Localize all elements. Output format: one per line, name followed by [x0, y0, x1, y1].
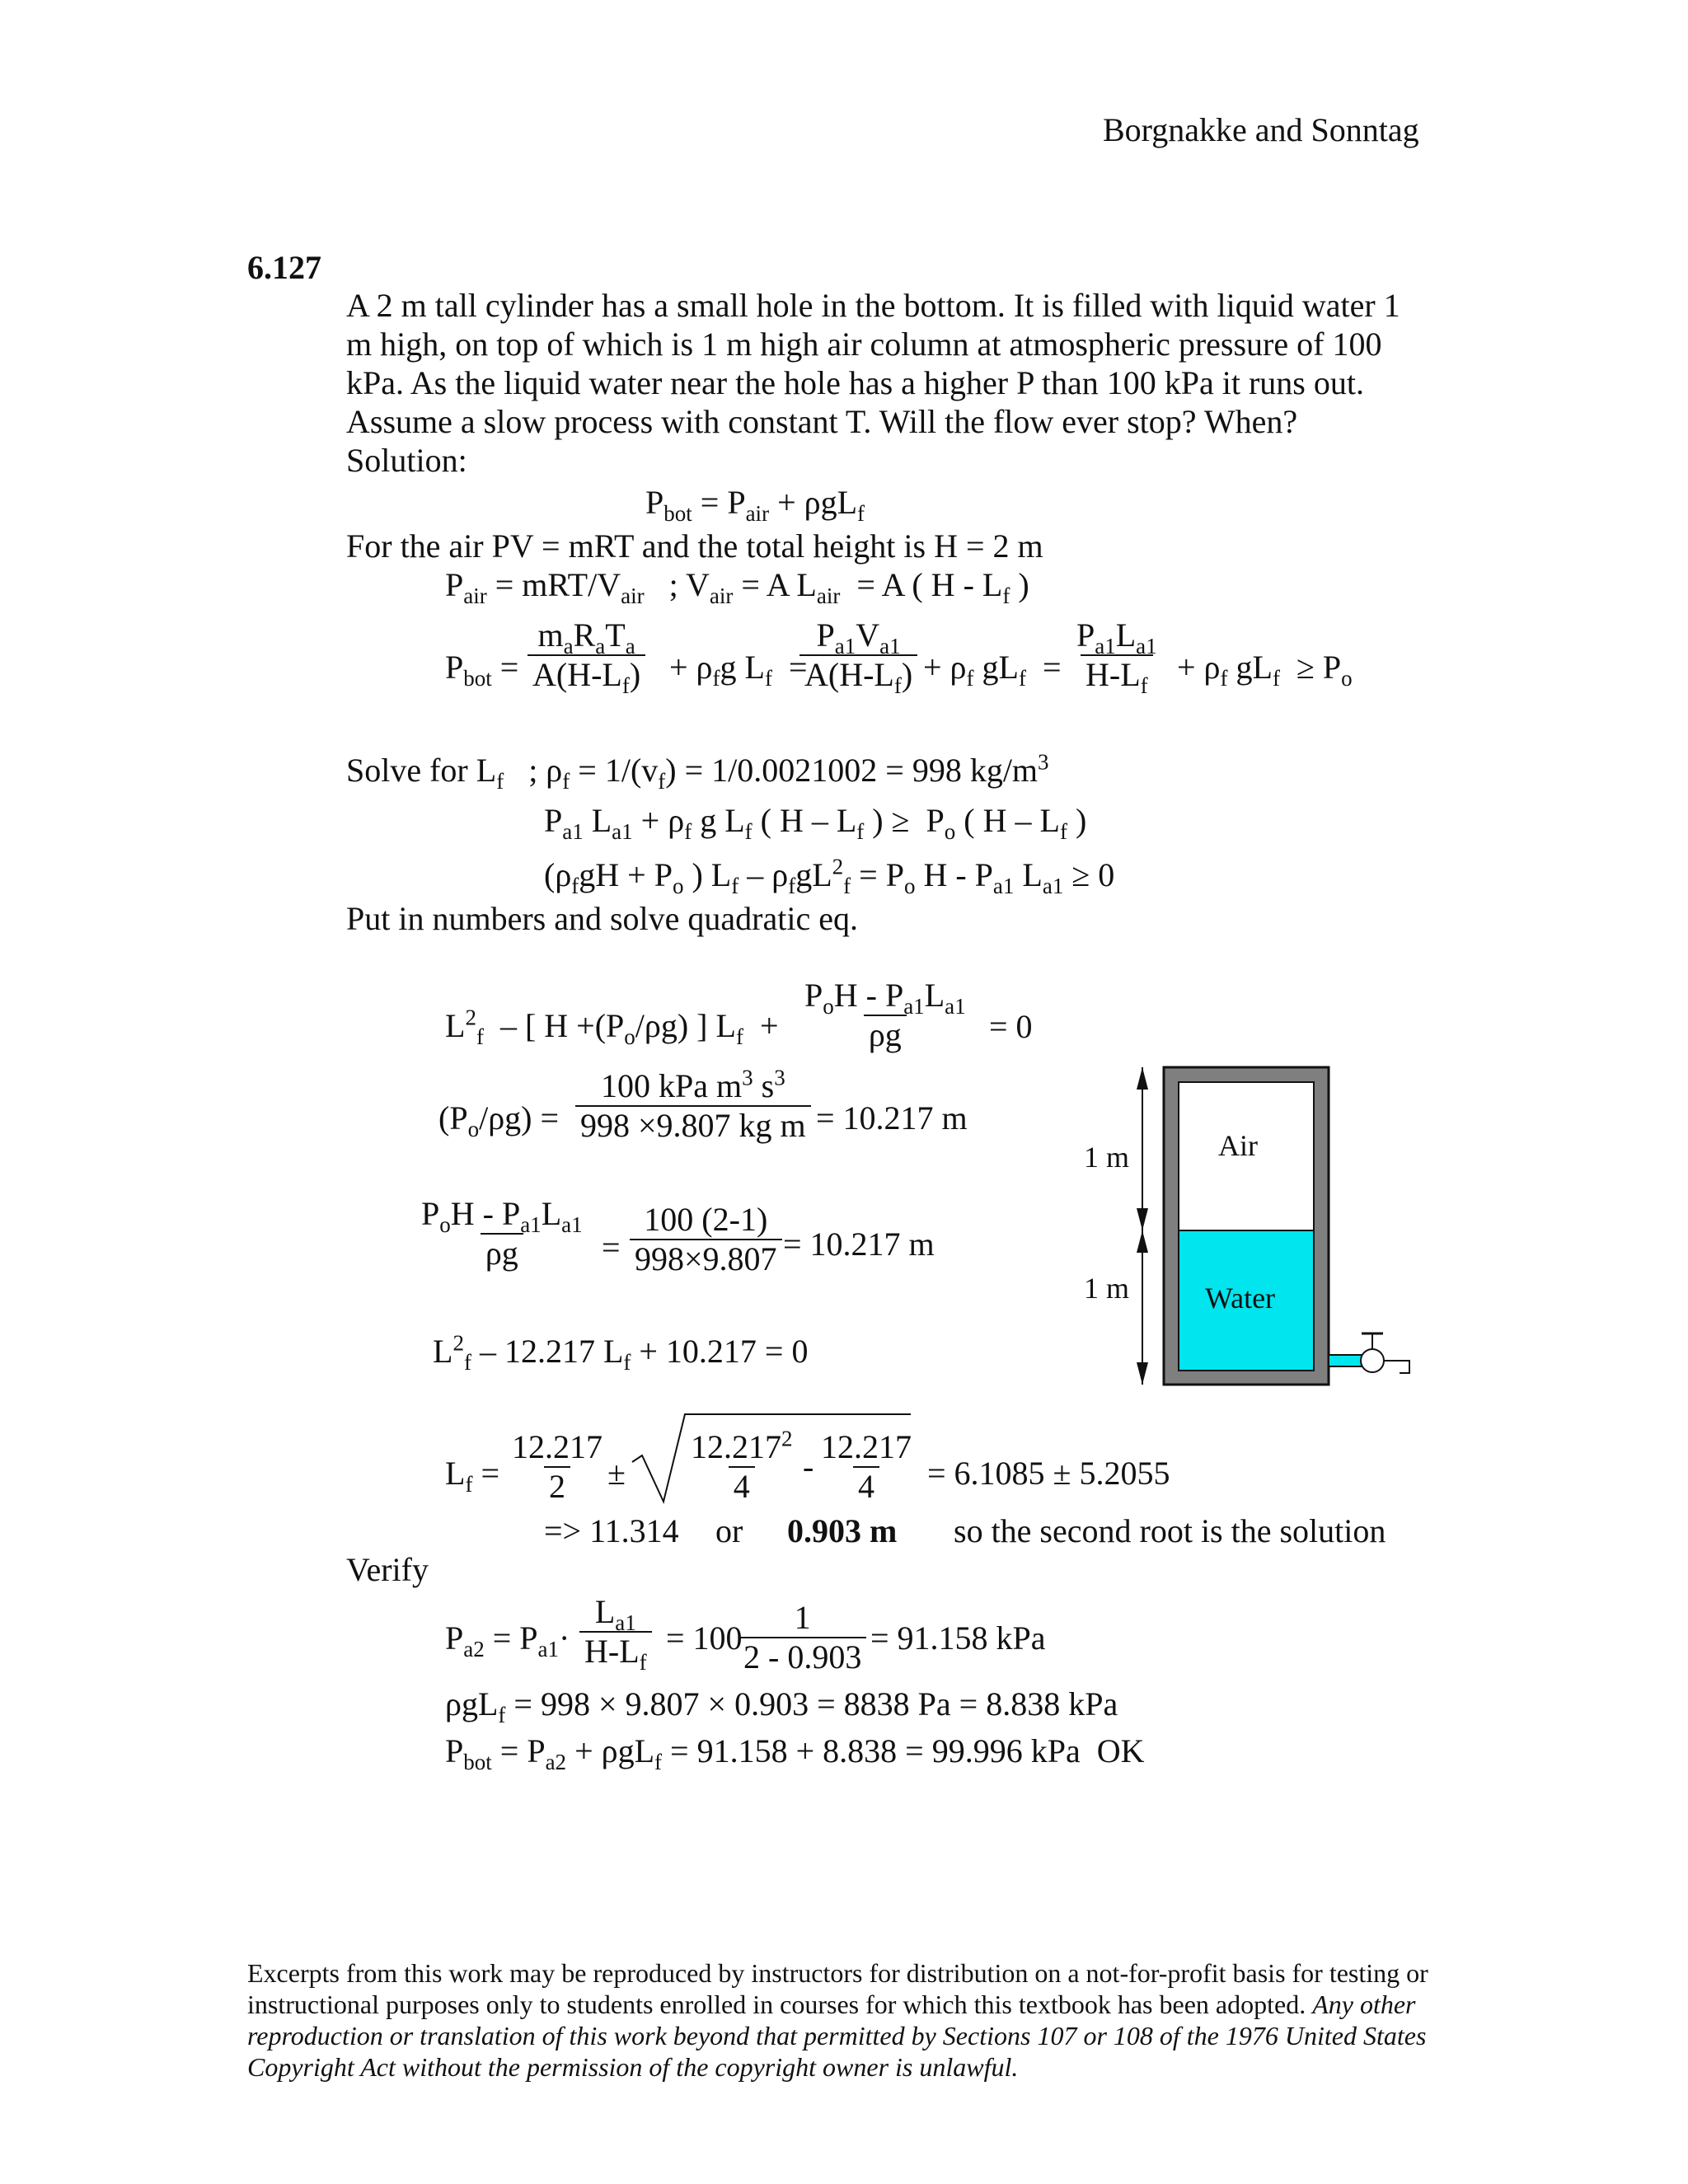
pa2-mid: = 100 [666, 1619, 743, 1657]
solve-rho: = 1/(v [578, 752, 659, 789]
statement-line: Assume a slow process with constant T. Will the flow ever stop? When? [346, 403, 1298, 440]
eq-term: + $\rho_f$ $gL_f \ge P_o$ [1177, 649, 1353, 691]
frac-numerator: $P_oH - P_{a1}L_{a1}$ [421, 1195, 583, 1237]
eq-pbot: $P_{bot} = P_{air} + \rho gL_f$ [645, 484, 865, 526]
frac-lf-a [507, 1428, 607, 1506]
frac-lf-d [816, 1428, 917, 1506]
solve-line: Solve for $L_f$ ; $\rho_f = 1/(v_f) = 1/0.0021002 = 998$ $kg/m^3$ [346, 749, 1049, 794]
problem-statement [346, 286, 1400, 480]
frac-numerator: $m_aR_aT_a$ [537, 616, 635, 658]
frac-denominator: 4 [853, 1466, 879, 1506]
frac-numerator: 12.217 [821, 1428, 912, 1465]
pbot-line: $P_{bot} = P_{a2} + \rho gL_f = 91.158 + 8.838 = 99.996$ kPa OK [445, 1732, 1145, 1774]
air-line: For the air PV = mRT and the total height is H = 2 m [346, 527, 1043, 565]
roots-a: => 11.314 [544, 1512, 679, 1549]
frac-quad [799, 977, 971, 1054]
statement-line: kPa. As the liquid water near the hole has a higher P than 100 kPa it runs out. [346, 364, 1364, 401]
ineq-1: $P_{a1}$ $L_{a1} + \rho_f$ g $L_f$ ( H – $L_f$ ) ≥ $P_o$ ( H – $L_f$ ) [544, 802, 1087, 844]
poh-rhs: = 10.217 m [783, 1226, 935, 1263]
lf-c-num: 12.217 [691, 1428, 781, 1465]
plus-minus: ± [607, 1455, 626, 1492]
frac-mrt [528, 616, 645, 698]
frac-denominator: 998 ×9.807 kg m [575, 1105, 811, 1145]
quad-tail: + 10.217 = 0 [639, 1333, 809, 1370]
frac-denominator: ρg [864, 1015, 907, 1054]
verify-label: Verify [346, 1551, 429, 1588]
lf-result: = 6.1085 ± 5.2055 [927, 1455, 1170, 1492]
frac-denominator: ρg [481, 1233, 523, 1272]
rho-line: ρgL$_f$ = 998 × 9.807 × 0.903 = 8838 Pa = 8.838 kPa [445, 1685, 1118, 1727]
frac-poh [416, 1195, 588, 1272]
frac-numerator: $P_{a1}L_{a1}$ [1076, 616, 1157, 658]
put-numbers: Put in numbers and solve quadratic eq. [346, 900, 858, 937]
frac-pl [1071, 616, 1162, 698]
pa2-result: = 91.158 kPa [870, 1619, 1046, 1657]
frac-lf-c [686, 1428, 798, 1506]
problem-number: 6.127 [247, 249, 321, 286]
eq-sign: = [602, 1229, 621, 1266]
frac-denominator: 998×9.807 [630, 1239, 782, 1278]
diagram-dim-top: 1 m [1084, 1141, 1130, 1174]
statement-line: A 2 m tall cylinder has a small hole in the bottom. It is filled with liquid water 1 [346, 287, 1400, 324]
solve-rho-2: ) = 1/0.0021002 = 998 kg/m [665, 752, 1039, 789]
frac-pa2 [579, 1593, 652, 1675]
ok-label: OK [1096, 1732, 1145, 1769]
po-rho-rhs: = 10.217 m [816, 1099, 968, 1137]
frac-denominator: $A(H-L_f)$ [799, 654, 917, 694]
q2-num: 100 kPa m [600, 1067, 743, 1104]
frac-numerator: 12.217$^2$ [691, 1426, 793, 1465]
po-rho-lhs: $(P_o/\rho g)$ = [438, 1099, 560, 1141]
header-authors: Borgnakke and Sonntag [1103, 111, 1419, 148]
frac-100 [630, 1201, 782, 1278]
frac-pv [799, 616, 917, 698]
frac-denominator: 2 [544, 1466, 570, 1506]
tap-valve-icon [1361, 1349, 1384, 1372]
diagram-dim-bottom: 1 m [1084, 1272, 1130, 1305]
pa2-lhs: $P_{a2} = P_{a1}\cdot$ [445, 1619, 570, 1661]
frac-denominator: $H-L_f$ [579, 1631, 652, 1671]
roots-or: or [715, 1512, 743, 1549]
eq-term: + $\rho_f$ $gL_f$ = [923, 649, 1062, 691]
cylinder-diagram [1071, 1055, 1434, 1401]
statement-line: m high, on top of which is 1 m high air column at atmospheric pressure of 100 [346, 326, 1382, 363]
frac-numerator: $P_oH - P_{a1}L_{a1}$ [804, 977, 966, 1019]
ineq-2: ($\rho_fgH + P_o$ ) $L_f - \rho_fgL^2_f = P_o$ H - $P_{a1}$ $L_{a1} \ge 0$ [544, 854, 1115, 898]
roots-note: so the second root is the solution [954, 1512, 1386, 1549]
eq-term: + $\rho_fg$ $L_f$ = [669, 649, 808, 691]
diagram-air-label: Air [1218, 1129, 1258, 1162]
frac-numerator: 12.217 [512, 1428, 603, 1465]
frac-denominator: $H-L_f$ [1081, 654, 1153, 694]
solution-label: Solution: [346, 442, 467, 479]
quad-const: – 12.217 L [479, 1333, 624, 1370]
footer-italic: Any other reproduction or translation of this work beyond that permitted by Sections 107 or 108 of the 1976 United States Copyright Act without the permission of the copyright owner is unlawful. [247, 1990, 1427, 2082]
quad-rhs: = 0 [989, 1008, 1033, 1045]
frac-numerator: 100 kPa $m^3$ $s^3$ [600, 1065, 785, 1104]
diagram-water-label: Water [1205, 1282, 1276, 1315]
frac-numerator: $P_{a1}V_{a1}$ [816, 616, 901, 658]
pbot-line-tail: = 91.158 + 8.838 = 99.996 kPa [670, 1732, 1081, 1769]
footer-plain: Excerpts from this work may be reproduced by instructors for distribution on a not-for-profit basis for testing or instructional purposes only to students enrolled in courses for which this textbook has been adopted. [247, 1958, 1428, 2019]
copyright-footer [247, 1957, 1434, 2083]
frac-denominator: 4 [729, 1466, 755, 1506]
frac-denominator: $A(H-L_f)$ [528, 654, 645, 694]
rho-line-tail: = 998 × 9.807 × 0.903 = 8838 Pa = 8.838 kPa [513, 1685, 1118, 1722]
quad-numeric: $L^2_f - 12.217$ $L_f + 10.217 = 0$ [433, 1330, 809, 1375]
frac-numerator: 1 [794, 1599, 811, 1636]
eq-pbot-lhs: $P_{bot}$ = [445, 649, 519, 691]
lf-lhs: $L_f$ = [445, 1455, 499, 1497]
roots-b: 0.903 m [787, 1512, 898, 1549]
frac-numerator: $L_{a1}$ [594, 1593, 636, 1635]
frac-po [575, 1067, 811, 1145]
quad-lhs: $L^2_f$ – [ $H +(P_o/\rho g)$ ] $L_f$ + [445, 1005, 779, 1049]
frac-numerator: 100 (2-1) [644, 1201, 768, 1238]
frac-denominator: 2 - 0.903 [738, 1637, 866, 1676]
eq-pair: $P_{air} = mRT/V_{air}$ ; $V_{air} = A$ $L_{air} = A$ ( H - $L_f$ ) [445, 566, 1029, 608]
minus-sign: - [803, 1448, 814, 1485]
frac-pa2-num [738, 1599, 866, 1676]
